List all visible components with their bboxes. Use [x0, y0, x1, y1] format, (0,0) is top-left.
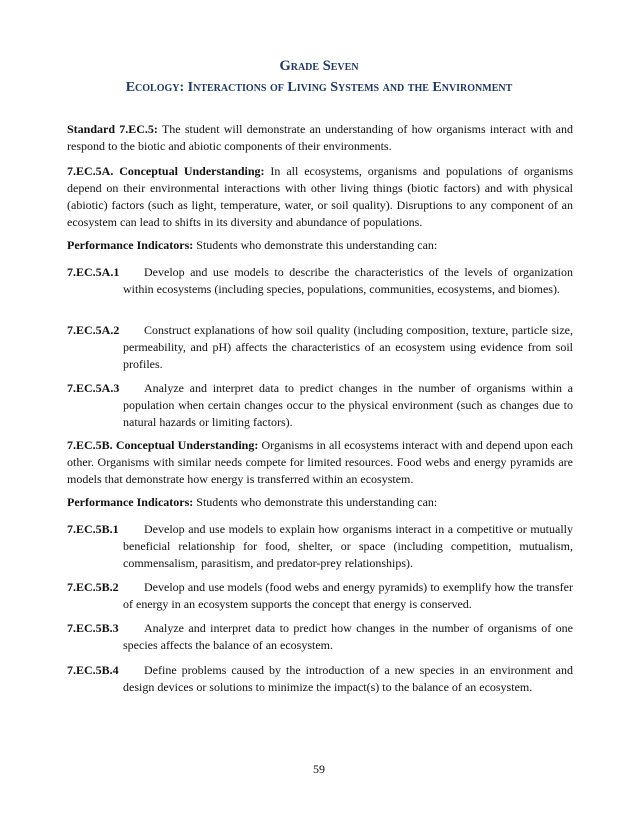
- indicator-text: Construct explanations of how soil quality (including composition, texture, particle size, permeability, and pH) affects the characteristics of an ecosystem using evidence from soil profiles.: [123, 323, 573, 371]
- pi-a-label: Performance Indicators:: [67, 238, 194, 252]
- standard-label: Standard 7.EC.5:: [67, 122, 158, 136]
- pi-b-text: Students who demonstrate this understanding can:: [193, 495, 438, 509]
- indicator-text: Define problems caused by the introduction of a new species in an environment and design devices or solutions to minimize the impact(s) to the balance of an ecosystem.: [123, 663, 573, 694]
- pi-b-label: Performance Indicators:: [67, 495, 194, 509]
- indicator-7ec5b1: [67, 521, 573, 572]
- indicator-7ec5b2: [67, 579, 573, 613]
- indicator-text: Analyze and interpret data to predict how changes in the number of organisms of one species affects the balance of an ecosystem.: [123, 621, 573, 652]
- indicator-code: 7.EC.5B.3: [67, 621, 119, 635]
- conceptual-understanding-b: [67, 437, 573, 488]
- standard-text: The student will demonstrate an understanding of how organisms interact with and respond to the biotic and abiotic components of their environments.: [67, 122, 573, 153]
- cu-a-text: In all ecosystems, organisms and populations of organisms depend on their environmental interactions with other living things (biotic factors) and with physical (abiotic) factors (such as light, temperature, water, or soil quality). Disruptions to any component of an ecosystem can lead to shifts in its diversity and abundance of populations.: [67, 164, 573, 229]
- indicator-code: 7.EC.5B.1: [67, 522, 119, 536]
- page-number: 59: [313, 762, 325, 776]
- indicator-code: 7.EC.5B.4: [67, 663, 119, 677]
- indicator-text: Develop and use models to describe the characteristics of the levels of organization within ecosystems (including species, populations, communities, ecosystems, and biomes).: [123, 265, 573, 296]
- topic-title: Ecology: Interactions of Living Systems and the Environment: [125, 80, 513, 95]
- indicator-code: 7.EC.5A.3: [67, 381, 120, 395]
- indicator-7ec5b3: [67, 620, 573, 654]
- standard-paragraph: [67, 121, 573, 155]
- indicator-text: Analyze and interpret data to predict changes in the number of organisms within a population when certain changes occur to the physical environment (such as changes due to natural hazards or limiting factors).: [123, 381, 573, 429]
- grade-title: Grade Seven: [279, 58, 359, 74]
- pi-a-text: Students who demonstrate this understanding can:: [193, 238, 438, 252]
- cu-a-label: 7.EC.5A. Conceptual Understanding:: [67, 164, 265, 178]
- cu-b-label: 7.EC.5B. Conceptual Understanding:: [67, 438, 259, 452]
- indicator-code: 7.EC.5B.2: [67, 580, 119, 594]
- indicator-code: 7.EC.5A.2: [67, 323, 120, 337]
- indicator-7ec5a3: [67, 380, 573, 431]
- indicator-code: 7.EC.5A.1: [67, 265, 120, 279]
- performance-indicators-heading-b: [67, 494, 573, 511]
- cu-b-text: Organisms in all ecosystems interact with and depend upon each other. Organisms with similar needs compete for limited resources. Food webs and energy pyramids are models that demonstrate how energy is transferred within an ecosystem.: [67, 438, 574, 486]
- conceptual-understanding-a: [67, 163, 573, 231]
- indicator-text: Develop and use models (food webs and energy pyramids) to exemplify how the transfer of energy in an ecosystem supports the concept that energy is conserved.: [123, 580, 573, 611]
- performance-indicators-heading-a: [67, 237, 573, 254]
- indicator-7ec5a2: [67, 322, 573, 373]
- indicator-text: Develop and use models to explain how organisms interact in a competitive or mutually beneficial relationship for food, shelter, or space (including competition, mutualism, commensalism, parasitism, and predator-prey relationships).: [123, 522, 573, 570]
- indicator-7ec5a1: [67, 264, 573, 298]
- indicator-7ec5b4: [67, 662, 573, 696]
